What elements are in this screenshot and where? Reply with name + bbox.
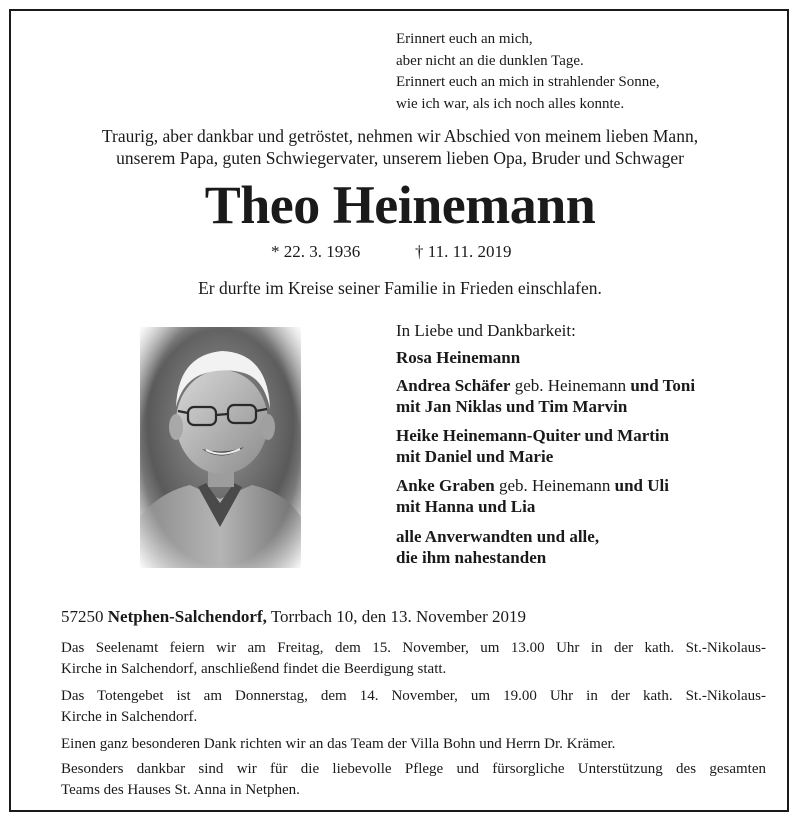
mourners-heading: In Liebe und Dankbarkeit:	[396, 321, 576, 340]
care-thanks-note: Besonders dankbar sind wir für die liebevolle Pflege und fürsorgliche Unterstützung des gesamten Teams des Hauses St. Anna in Netphen.	[61, 761, 766, 798]
mourner-line: mit Daniel und Marie	[396, 447, 554, 466]
farewell-intro	[0, 125, 800, 169]
poem-line: wie ich war, als ich noch alles konnte.	[396, 95, 625, 112]
address-line	[61, 605, 526, 629]
deceased-name: Theo Heinemann	[204, 175, 596, 235]
birth-date: * 22. 3. 1936	[271, 242, 361, 261]
mourner-spouse: und Uli	[614, 476, 669, 495]
peaceful-passing-line: Er durfte im Kreise seiner Familie in Frieden einschlafen.	[198, 278, 602, 298]
requiem-mass-note: Das Seelenamt feiern wir am Freitag, dem 15. November, um 13.00 Uhr in der kath. St.-Nikolaus- Kirche in Salchendorf, anschließend findet die Beerdigung statt.	[61, 640, 766, 677]
mourner-line: alle Anverwandten und alle,	[396, 527, 600, 546]
intro-line: Traurig, aber dankbar und getröstet, nehmen wir Abschied von meinem lieben Mann,	[101, 126, 699, 146]
postal-code: 57250	[61, 607, 108, 626]
death-date: † 11. 11. 2019	[415, 242, 512, 261]
memorial-poem	[396, 29, 660, 115]
prayer-note: Das Totengebet ist am Donnerstag, dem 14. November, um 19.00 Uhr in der kath. St.-Nikolaus- Kirche in Salchendorf.	[61, 688, 766, 725]
mourner-name: Anke Graben	[396, 476, 495, 495]
thanks-note: Einen ganz besonderen Dank richten wir an das Team der Villa Bohn und Herrn Dr. Krämer.	[61, 736, 616, 752]
mourner-spouse: und Toni	[630, 376, 696, 395]
intro-line: unserem Papa, guten Schwiegervater, unserem lieben Opa, Bruder und Schwager	[116, 148, 684, 168]
poem-line: Erinnert euch an mich,	[396, 31, 533, 47]
mourner-line	[396, 375, 695, 396]
street-and-date: Torrbach 10, den 13. November 2019	[266, 607, 527, 626]
mourner-line: die ihm nahestanden	[396, 548, 547, 567]
maiden-name-note: geb. Heinemann	[494, 476, 615, 495]
town-name: Netphen-Salchendorf,	[107, 607, 267, 626]
poem-line: Erinnert euch an mich in strahlender Sonne,	[396, 74, 660, 90]
mourner-line	[396, 475, 669, 496]
mourner-line: Heike Heinemann-Quiter und Martin	[396, 426, 670, 445]
mourner-name: Andrea Schäfer	[396, 376, 511, 395]
mourner-line: mit Jan Niklas und Tim Marvin	[396, 397, 628, 416]
mourner-line: Rosa Heinemann	[396, 348, 521, 367]
mourner-line: mit Hanna und Lia	[396, 497, 536, 516]
portrait-photo	[140, 327, 301, 568]
maiden-name-note: geb. Heinemann	[510, 376, 631, 395]
poem-line: aber nicht an die dunklen Tage.	[396, 52, 584, 69]
